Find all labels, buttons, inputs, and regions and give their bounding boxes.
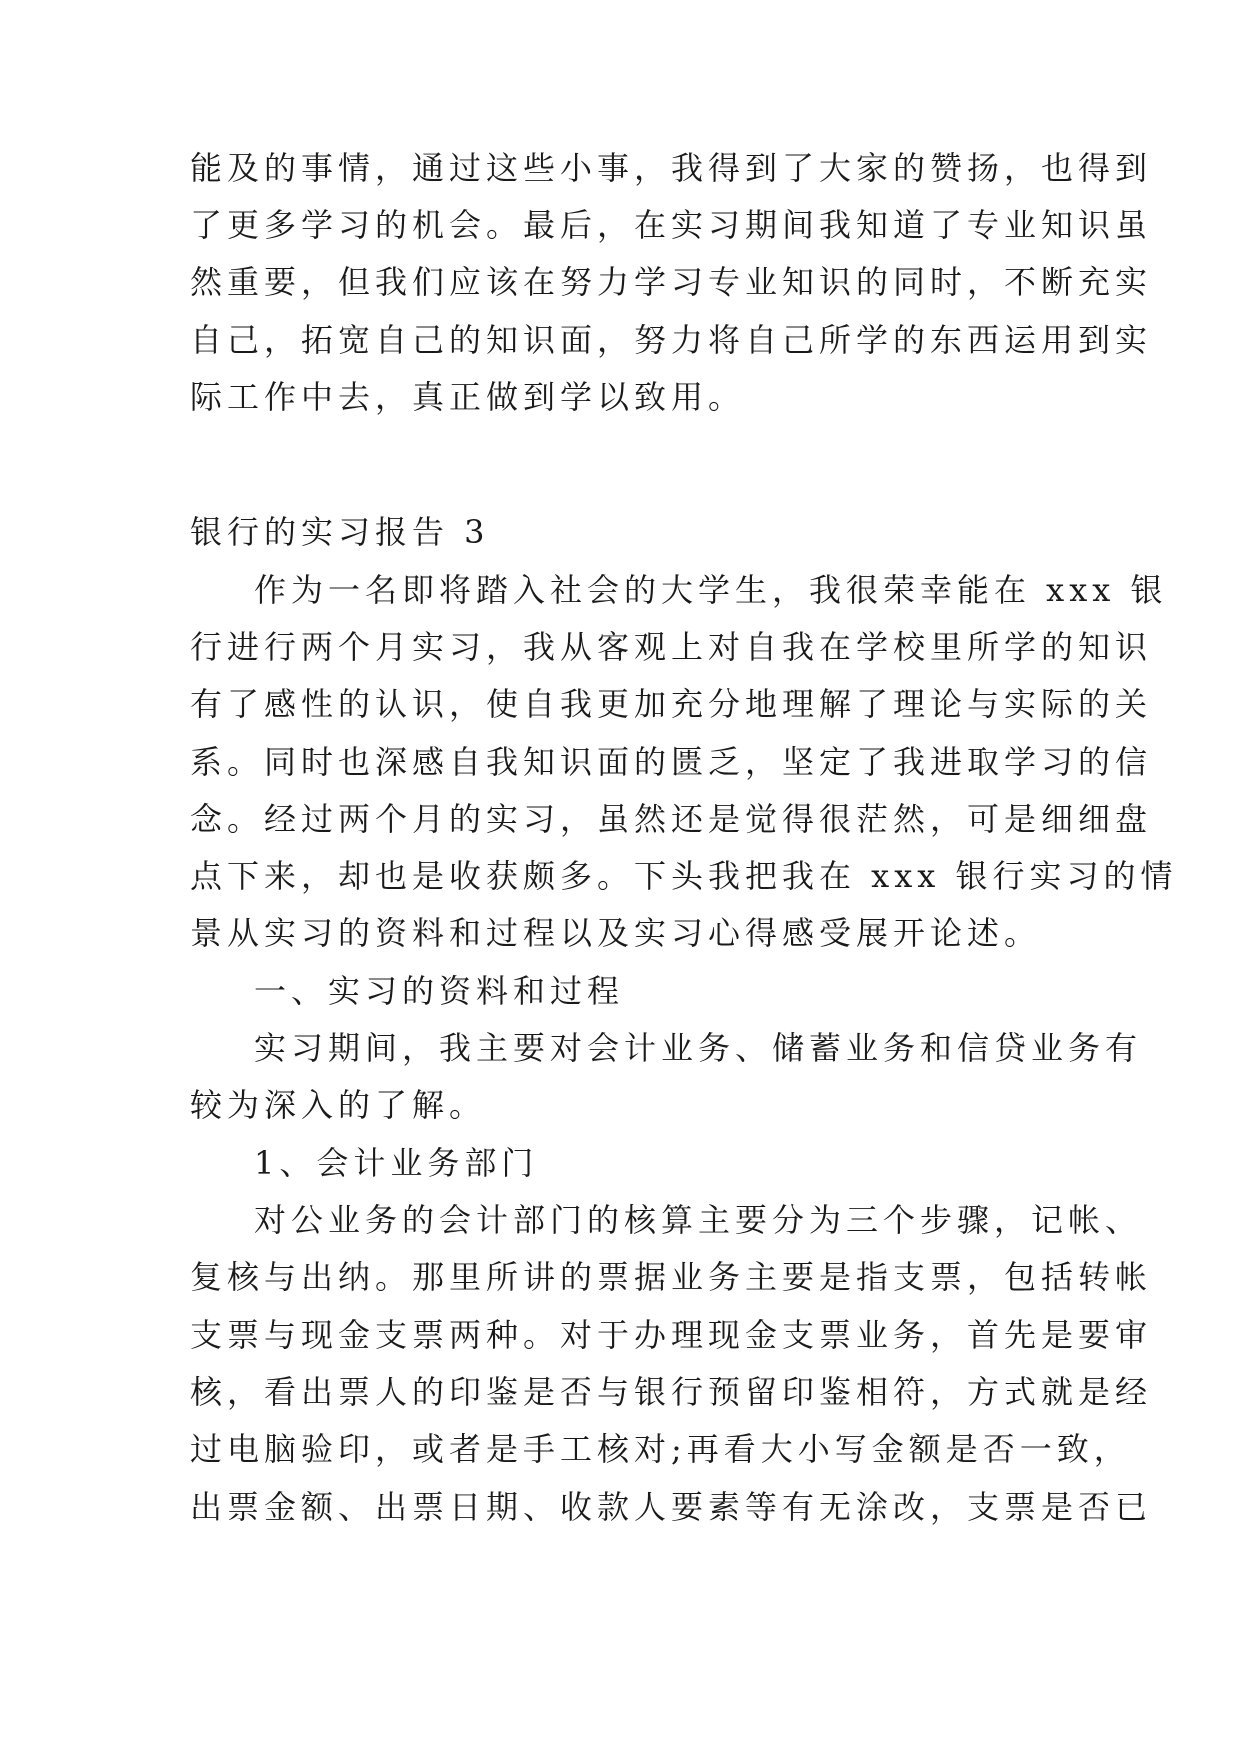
- text-line: 自己，拓宽自己的知识面，努力将自己所学的东西运用到实: [190, 321, 1153, 359]
- text-line: 核，看出票人的印鉴是否与银行预留印鉴相符，方式就是经: [190, 1373, 1153, 1411]
- subheading: 一、实习的资料和过程: [254, 972, 625, 1010]
- text-line: 际工作中去，真正做到学以致用。: [190, 378, 746, 416]
- text-line: 行进行两个月实习，我从客观上对自我在学校里所学的知识: [190, 628, 1153, 666]
- section-heading: 银行的实习报告 3: [190, 513, 490, 551]
- text-line: 点下来，却也是收获颇多。下头我把我在 xxx 银行实习的情: [190, 857, 1178, 895]
- text-line: 有了感性的认识，使自我更加充分地理解了理论与实际的关: [190, 685, 1153, 723]
- text-line: 然重要，但我们应该在努力学习专业知识的同时，不断充实: [190, 263, 1153, 301]
- paragraph-first-line: 实习期间，我主要对会计业务、储蓄业务和信贷业务有: [254, 1029, 1143, 1067]
- text-line: 系。同时也深感自我知识面的匮乏，坚定了我进取学习的信: [190, 743, 1153, 781]
- text-line: 景从实习的资料和过程以及实习心得感受展开论述。: [190, 914, 1042, 952]
- paragraph-first-line: 作为一名即将踏入社会的大学生，我很荣幸能在 xxx 银: [254, 571, 1168, 609]
- text-line: 较为深入的了解。: [190, 1086, 487, 1124]
- paragraph-first-line: 对公业务的会计部门的核算主要分为三个步骤，记帐、: [254, 1201, 1143, 1239]
- text-line: 了更多学习的机会。最后，在实习期间我知道了专业知识虽: [190, 206, 1153, 244]
- text-line: 能及的事情，通过这些小事，我得到了大家的赞扬，也得到: [190, 149, 1153, 187]
- text-line: 出票金额、出票日期、收款人要素等有无涂改，支票是否已: [190, 1488, 1153, 1526]
- subheading: 1、会计业务部门: [254, 1144, 539, 1182]
- text-line: 念。经过两个月的实习，虽然还是觉得很茫然，可是细细盘: [190, 800, 1153, 838]
- text-line: 复核与出纳。那里所讲的票据业务主要是指支票，包括转帐: [190, 1258, 1153, 1296]
- text-line: 过电脑验印，或者是手工核对;再看大小写金额是否一致，: [190, 1430, 1131, 1468]
- text-line: 支票与现金支票两种。对于办理现金支票业务，首先是要审: [190, 1316, 1153, 1354]
